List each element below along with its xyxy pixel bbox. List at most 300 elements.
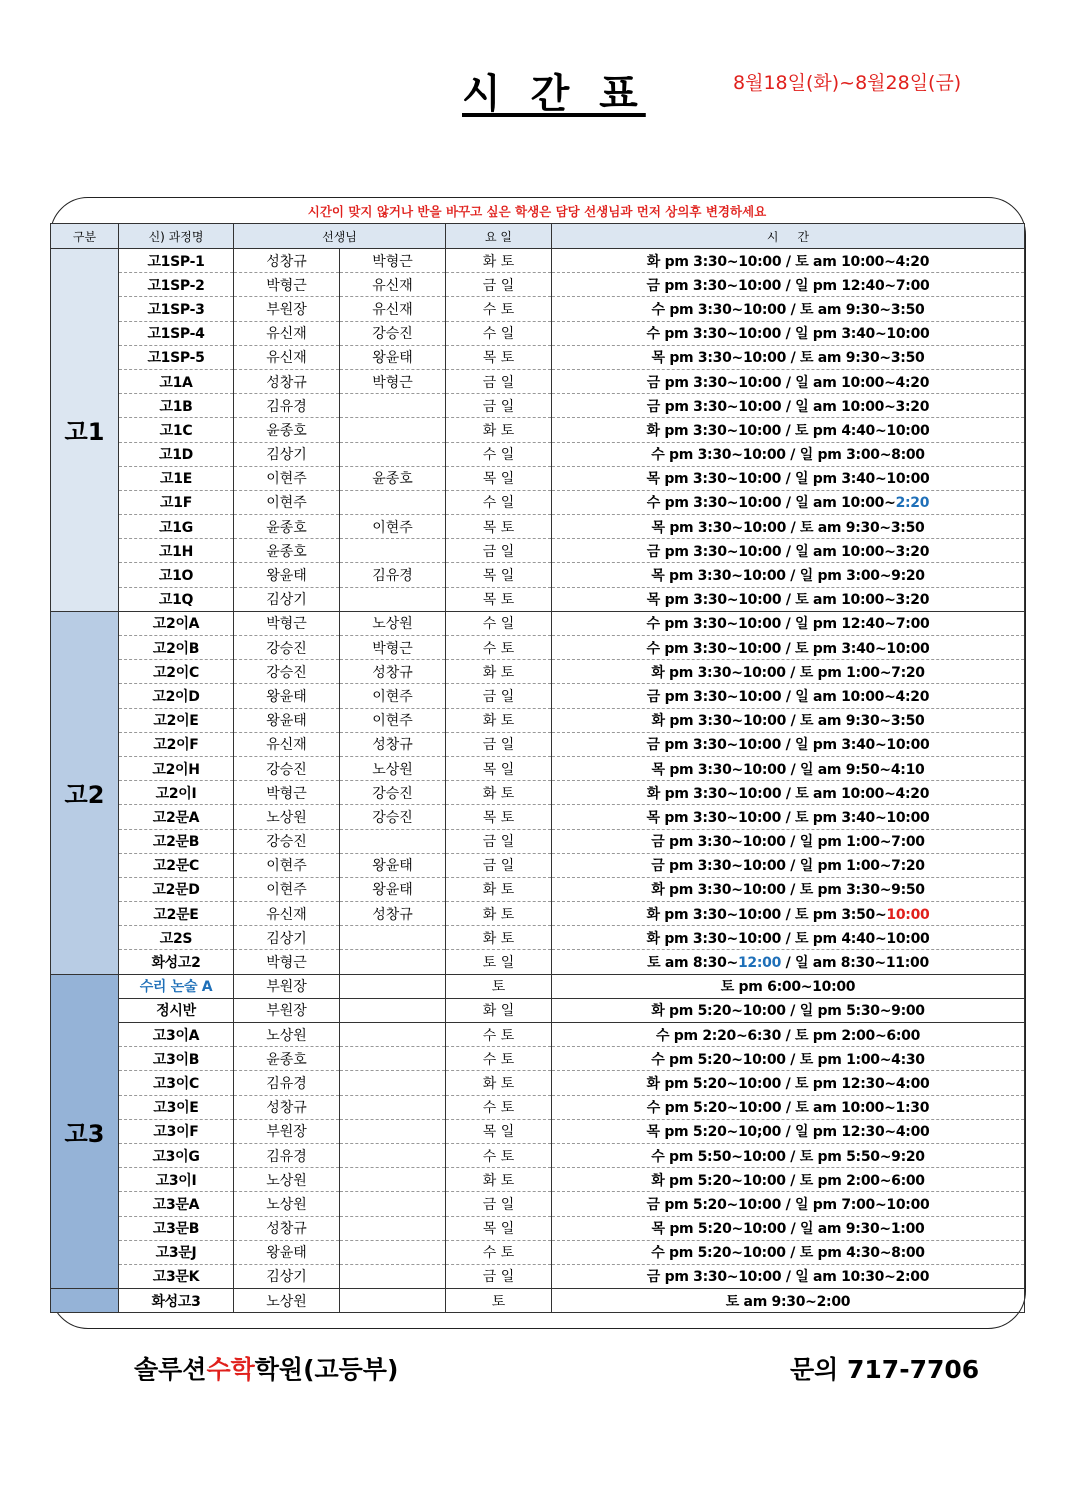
teacher-2-cell bbox=[340, 998, 446, 1022]
table-header-row bbox=[51, 224, 1025, 249]
time-text: 수 pm 3:30~10:00 / 토 pm 3:40~10:00 bbox=[646, 640, 930, 657]
course-cell: 고3이A bbox=[119, 1023, 234, 1047]
teacher-2-cell bbox=[340, 829, 446, 853]
time-highlight: 10:00 bbox=[886, 906, 930, 923]
course-cell: 고1E bbox=[119, 466, 234, 490]
days-cell: 화 토 bbox=[446, 660, 552, 684]
teacher-1-cell: 유신재 bbox=[234, 321, 340, 345]
teacher-1-cell: 노상원 bbox=[234, 805, 340, 829]
time-cell bbox=[552, 587, 1025, 611]
teacher-1-cell: 김유경 bbox=[234, 394, 340, 418]
time-cell bbox=[552, 249, 1025, 273]
course-cell: 고2이C bbox=[119, 660, 234, 684]
time-cell bbox=[552, 708, 1025, 732]
course-cell: 고1Q bbox=[119, 587, 234, 611]
course-cell: 고2이E bbox=[119, 708, 234, 732]
teacher-2-cell: 성창규 bbox=[340, 902, 446, 926]
time-text: 화 pm 3:30~10:00 / 토 pm 1:00~7:20 bbox=[651, 664, 925, 681]
time-cell: 토 am 9:30~2:00 bbox=[552, 1289, 1025, 1313]
teacher-1-cell: 강승진 bbox=[234, 829, 340, 853]
teacher-1-cell: 성창규 bbox=[234, 369, 340, 393]
days-cell: 수 일 bbox=[446, 442, 552, 466]
time-text: 화 pm 5:20~10:00 / 일 pm 5:30~9:00 bbox=[651, 1003, 925, 1020]
time-cell bbox=[552, 297, 1025, 321]
days-cell: 목 토 bbox=[446, 515, 552, 539]
teacher-2-cell bbox=[340, 1119, 446, 1143]
time-cell bbox=[552, 1143, 1025, 1167]
table-row bbox=[51, 1071, 1025, 1095]
time-cell bbox=[552, 1192, 1025, 1216]
course-cell: 고2문D bbox=[119, 877, 234, 901]
table-row bbox=[51, 1119, 1025, 1143]
time-text: 화 pm 3:30~10:00 / 토 pm 4:40~10:00 bbox=[646, 930, 930, 947]
table-row bbox=[51, 539, 1025, 563]
time-cell bbox=[552, 926, 1025, 950]
time-text: 목 pm 3:30~10:00 / 토 am 10:00~3:20 bbox=[646, 592, 930, 609]
time-cell bbox=[552, 660, 1025, 684]
days-cell: 목 토 bbox=[446, 587, 552, 611]
time-cell bbox=[552, 950, 1025, 974]
time-text: 토 am 8:30~ bbox=[647, 955, 738, 972]
time-text: 수 pm 2:20~6:30 / 토 pm 2:00~6:00 bbox=[655, 1027, 921, 1044]
teacher-1-cell: 이현주 bbox=[234, 853, 340, 877]
days-cell: 화 토 bbox=[446, 1071, 552, 1095]
table-row bbox=[51, 1047, 1025, 1071]
time-text: 금 pm 3:30~10:00 / 일 am 10:00~3:20 bbox=[646, 543, 930, 560]
table-row bbox=[51, 1240, 1025, 1264]
teacher-2-cell bbox=[340, 442, 446, 466]
course-cell: 고3문K bbox=[119, 1264, 234, 1288]
time-text: 목 pm 5:20~10:00 / 일 am 9:30~1:00 bbox=[651, 1221, 925, 1238]
time-highlight: 12:00 bbox=[737, 955, 782, 972]
course-cell: 고2이D bbox=[119, 684, 234, 708]
teacher-2-cell bbox=[340, 1168, 446, 1192]
teacher-1-cell: 윤종호 bbox=[234, 515, 340, 539]
table-row bbox=[51, 1216, 1025, 1240]
table-row bbox=[51, 756, 1025, 780]
time-cell bbox=[552, 829, 1025, 853]
days-cell: 금 일 bbox=[446, 829, 552, 853]
time-cell bbox=[552, 998, 1025, 1022]
time-cell bbox=[552, 611, 1025, 635]
teacher-1-cell: 박형근 bbox=[234, 273, 340, 297]
time-cell bbox=[552, 756, 1025, 780]
course-cell: 고1D bbox=[119, 442, 234, 466]
teacher-2-cell bbox=[340, 1143, 446, 1167]
days-cell: 금 일 bbox=[446, 853, 552, 877]
time-text: 수 pm 5:20~10:00 / 토 am 10:00~1:30 bbox=[646, 1100, 930, 1117]
course-cell: 고2이A bbox=[119, 611, 234, 635]
time-text: 금 pm 3:30~10:00 / 일 am 10:00~4:20 bbox=[646, 688, 930, 705]
days-cell: 화 토 bbox=[446, 249, 552, 273]
teacher-2-cell bbox=[340, 539, 446, 563]
teacher-2-cell: 박형근 bbox=[340, 636, 446, 660]
time-text: 화 pm 3:30~10:00 / 토 pm 3:50~ bbox=[646, 906, 887, 923]
course-cell: 화성고2 bbox=[119, 950, 234, 974]
days-cell: 금 일 bbox=[446, 273, 552, 297]
time-text: 목 pm 3:30~10:00 / 일 pm 3:00~9:20 bbox=[651, 568, 925, 585]
teacher-1-cell: 유신재 bbox=[234, 902, 340, 926]
time-text: 수 pm 3:30~10:00 / 일 pm 3:00~8:00 bbox=[651, 447, 925, 464]
time-cell bbox=[552, 321, 1025, 345]
col-teacher: 선생님 bbox=[234, 224, 446, 249]
course-cell: 고1H bbox=[119, 539, 234, 563]
contact-phone: 문의 717-7706 bbox=[790, 1355, 980, 1384]
teacher-2-cell: 유신재 bbox=[340, 273, 446, 297]
time-text: 수 pm 3:30~10:00 / 일 am 10:00~ bbox=[646, 495, 896, 512]
teacher-2-cell: 강승진 bbox=[340, 321, 446, 345]
time-text: 수 pm 5:20~10:00 / 토 pm 1:00~4:30 bbox=[651, 1051, 925, 1068]
teacher-2-cell: 유신재 bbox=[340, 297, 446, 321]
time-text: 수 pm 5:20~10:00 / 토 pm 4:30~8:00 bbox=[651, 1245, 925, 1262]
course-cell: 고1B bbox=[119, 394, 234, 418]
teacher-1-cell: 김유경 bbox=[234, 1071, 340, 1095]
course-cell: 고1SP-2 bbox=[119, 273, 234, 297]
table-row bbox=[51, 249, 1025, 273]
table-row bbox=[51, 950, 1025, 974]
course-cell: 고3문A bbox=[119, 1192, 234, 1216]
teacher-1-cell: 윤종호 bbox=[234, 539, 340, 563]
course-cell: 고2이H bbox=[119, 756, 234, 780]
teacher-2-cell: 노상원 bbox=[340, 611, 446, 635]
time-text: 화 pm 5:20~10:00 / 토 pm 12:30~4:00 bbox=[646, 1075, 930, 1092]
group-label: 고1 bbox=[51, 249, 119, 612]
course-cell: 고3이E bbox=[119, 1095, 234, 1119]
teacher-1-cell: 부원장 bbox=[234, 297, 340, 321]
teacher-1-cell: 강승진 bbox=[234, 636, 340, 660]
time-cell bbox=[552, 853, 1025, 877]
days-cell: 화 토 bbox=[446, 902, 552, 926]
table-row bbox=[51, 345, 1025, 369]
teacher-1-cell: 왕윤태 bbox=[234, 1240, 340, 1264]
time-cell bbox=[552, 563, 1025, 587]
teacher-1-cell: 윤종호 bbox=[234, 418, 340, 442]
teacher-2-cell: 박형근 bbox=[340, 249, 446, 273]
days-cell: 수 토 bbox=[446, 297, 552, 321]
time-text: 목 pm 3:30~10:00 / 일 pm 3:40~10:00 bbox=[646, 471, 930, 488]
time-text: 목 pm 3:30~10:00 / 토 am 9:30~3:50 bbox=[651, 350, 925, 367]
time-text: 금 pm 3:30~10:00 / 일 pm 3:40~10:00 bbox=[646, 737, 930, 754]
time-cell bbox=[552, 636, 1025, 660]
table-row bbox=[51, 587, 1025, 611]
teacher-2-cell bbox=[340, 1264, 446, 1288]
teacher-2-cell bbox=[340, 490, 446, 514]
teacher-1-cell: 성창규 bbox=[234, 249, 340, 273]
days-cell: 수 일 bbox=[446, 321, 552, 345]
table-row bbox=[51, 636, 1025, 660]
table-row bbox=[51, 1192, 1025, 1216]
table-row bbox=[51, 442, 1025, 466]
time-cell bbox=[552, 539, 1025, 563]
teacher-1-cell: 노상원 bbox=[234, 1192, 340, 1216]
course-cell: 고2S bbox=[119, 926, 234, 950]
time-cell bbox=[552, 732, 1025, 756]
course-cell: 고2문A bbox=[119, 805, 234, 829]
teacher-2-cell: 강승진 bbox=[340, 781, 446, 805]
time-text: 화 pm 3:30~10:00 / 토 pm 4:40~10:00 bbox=[646, 422, 930, 439]
days-cell: 금 일 bbox=[446, 684, 552, 708]
teacher-1-cell: 김유경 bbox=[234, 1143, 340, 1167]
time-cell bbox=[552, 684, 1025, 708]
course-cell: 고3이C bbox=[119, 1071, 234, 1095]
time-text: 화 pm 3:30~10:00 / 토 am 9:30~3:50 bbox=[651, 713, 925, 730]
teacher-1-cell: 이현주 bbox=[234, 466, 340, 490]
col-course: 신) 과정명 bbox=[119, 224, 234, 249]
time-text: 금 pm 3:30~10:00 / 일 pm 12:40~7:00 bbox=[646, 277, 930, 294]
teacher-2-cell bbox=[340, 1289, 446, 1313]
teacher-2-cell bbox=[340, 974, 446, 998]
time-text: 토 pm 6:00~10:00 bbox=[720, 979, 856, 996]
days-cell: 화 토 bbox=[446, 781, 552, 805]
table-row bbox=[51, 1023, 1025, 1047]
time-text: 금 pm 3:30~10:00 / 일 am 10:00~3:20 bbox=[646, 398, 930, 415]
teacher-2-cell bbox=[340, 1240, 446, 1264]
teacher-1-cell: 노상원 bbox=[234, 1168, 340, 1192]
course-cell: 고1SP-3 bbox=[119, 297, 234, 321]
teacher-1-cell: 부원장 bbox=[234, 974, 340, 998]
days-cell: 수 토 bbox=[446, 1143, 552, 1167]
days-cell: 금 일 bbox=[446, 539, 552, 563]
time-cell bbox=[552, 781, 1025, 805]
teacher-1-cell: 유신재 bbox=[234, 732, 340, 756]
teacher-1-cell: 강승진 bbox=[234, 756, 340, 780]
date-range: 8월18일(화)~8월28일(금) bbox=[733, 72, 962, 94]
page-title: 시 간 표 bbox=[462, 71, 646, 117]
course-cell: 화성고3 bbox=[119, 1289, 234, 1313]
teacher-1-cell: 박형근 bbox=[234, 781, 340, 805]
teacher-2-cell: 왕윤태 bbox=[340, 853, 446, 877]
teacher-1-cell: 박형근 bbox=[234, 950, 340, 974]
table-row bbox=[51, 853, 1025, 877]
time-text: 화 pm 3:30~10:00 / 토 am 10:00~4:20 bbox=[646, 785, 930, 802]
teacher-2-cell bbox=[340, 950, 446, 974]
time-cell bbox=[552, 1047, 1025, 1071]
days-cell: 목 일 bbox=[446, 563, 552, 587]
time-cell bbox=[552, 805, 1025, 829]
table-row bbox=[51, 466, 1025, 490]
table-row bbox=[51, 708, 1025, 732]
days-cell: 수 일 bbox=[446, 490, 552, 514]
time-highlight: 2:20 bbox=[895, 495, 930, 512]
course-cell: 고2이I bbox=[119, 781, 234, 805]
table-row bbox=[51, 926, 1025, 950]
time-text: 화 pm 3:30~10:00 / 토 pm 3:30~9:50 bbox=[651, 882, 925, 899]
teacher-1-cell: 박형근 bbox=[234, 611, 340, 635]
days-cell: 수 일 bbox=[446, 611, 552, 635]
table-row bbox=[51, 902, 1025, 926]
teacher-2-cell bbox=[340, 1023, 446, 1047]
teacher-2-cell: 강승진 bbox=[340, 805, 446, 829]
time-text: 금 pm 3:30~10:00 / 일 am 10:00~4:20 bbox=[646, 374, 930, 391]
course-cell: 고2문E bbox=[119, 902, 234, 926]
days-cell: 금 일 bbox=[446, 1264, 552, 1288]
time-cell bbox=[552, 273, 1025, 297]
teacher-1-cell: 김상기 bbox=[234, 926, 340, 950]
time-text: 목 pm 3:30~10:00 / 토 pm 3:40~10:00 bbox=[646, 809, 930, 826]
days-cell: 금 일 bbox=[446, 732, 552, 756]
time-text: 화 pm 3:30~10:00 / 토 am 10:00~4:20 bbox=[646, 253, 930, 270]
teacher-1-cell: 왕윤태 bbox=[234, 708, 340, 732]
course-cell: 고1A bbox=[119, 369, 234, 393]
teacher-1-cell: 김상기 bbox=[234, 1264, 340, 1288]
group-label-empty bbox=[51, 1289, 119, 1313]
teacher-1-cell: 부원장 bbox=[234, 998, 340, 1022]
table-row bbox=[51, 490, 1025, 514]
days-cell: 수 토 bbox=[446, 1240, 552, 1264]
days-cell: 목 일 bbox=[446, 1119, 552, 1143]
table-row bbox=[51, 1095, 1025, 1119]
academy-name-highlight: 수학 bbox=[206, 1355, 255, 1384]
notice-text: 시간이 맞지 않거나 반을 바꾸고 싶은 학생은 담당 선생님과 먼저 상의후 변경하세요 bbox=[307, 204, 767, 219]
days-cell: 목 일 bbox=[446, 466, 552, 490]
days-cell: 화 토 bbox=[446, 418, 552, 442]
time-cell bbox=[552, 369, 1025, 393]
time-cell bbox=[552, 418, 1025, 442]
course-cell: 수리 논술 A bbox=[119, 974, 234, 998]
days-cell: 화 토 bbox=[446, 877, 552, 901]
table-row bbox=[51, 515, 1025, 539]
teacher-1-cell: 왕윤태 bbox=[234, 684, 340, 708]
teacher-2-cell bbox=[340, 587, 446, 611]
teacher-2-cell bbox=[340, 1095, 446, 1119]
time-cell bbox=[552, 1216, 1025, 1240]
table-row bbox=[51, 297, 1025, 321]
table-row bbox=[51, 732, 1025, 756]
teacher-2-cell: 성창규 bbox=[340, 732, 446, 756]
days-cell: 목 일 bbox=[446, 756, 552, 780]
course-cell: 고2이B bbox=[119, 636, 234, 660]
time-text: 수 pm 3:30~10:00 / 일 pm 12:40~7:00 bbox=[646, 616, 930, 633]
course-cell: 고1F bbox=[119, 490, 234, 514]
table-row bbox=[51, 998, 1025, 1022]
days-cell: 목 토 bbox=[446, 345, 552, 369]
time-text: 목 pm 3:30~10:00 / 토 am 9:30~3:50 bbox=[651, 519, 925, 536]
table-row bbox=[51, 829, 1025, 853]
course-cell: 고3문B bbox=[119, 1216, 234, 1240]
table-row bbox=[51, 273, 1025, 297]
course-cell: 고1SP-1 bbox=[119, 249, 234, 273]
table-row bbox=[51, 660, 1025, 684]
course-cell: 고1SP-5 bbox=[119, 345, 234, 369]
teacher-2-cell: 노상원 bbox=[340, 756, 446, 780]
teacher-1-cell: 김상기 bbox=[234, 442, 340, 466]
days-cell: 화 토 bbox=[446, 1168, 552, 1192]
table-row bbox=[51, 877, 1025, 901]
time-cell bbox=[552, 974, 1025, 998]
col-time: 시 간 bbox=[552, 224, 1025, 249]
table-row bbox=[51, 974, 1025, 998]
teacher-2-cell: 윤종호 bbox=[340, 466, 446, 490]
days-cell: 금 일 bbox=[446, 369, 552, 393]
teacher-2-cell: 이현주 bbox=[340, 708, 446, 732]
time-cell bbox=[552, 394, 1025, 418]
days-cell: 수 토 bbox=[446, 1047, 552, 1071]
table-row bbox=[51, 684, 1025, 708]
time-text: 목 pm 3:30~10:00 / 일 am 9:50~4:10 bbox=[651, 761, 925, 778]
time-text: 금 pm 3:30~10:00 / 일 am 10:30~2:00 bbox=[646, 1269, 930, 1286]
table-row bbox=[51, 369, 1025, 393]
table-row bbox=[51, 418, 1025, 442]
academy-name-pre: 솔루션 bbox=[134, 1355, 207, 1384]
teacher-2-cell bbox=[340, 418, 446, 442]
table-row bbox=[51, 321, 1025, 345]
teacher-1-cell: 강승진 bbox=[234, 660, 340, 684]
table-row bbox=[51, 611, 1025, 635]
days-cell: 화 일 bbox=[446, 998, 552, 1022]
time-text: 수 pm 5:50~10:00 / 토 pm 5:50~9:20 bbox=[651, 1148, 925, 1165]
teacher-2-cell bbox=[340, 1047, 446, 1071]
teacher-2-cell: 왕윤태 bbox=[340, 877, 446, 901]
time-cell bbox=[552, 515, 1025, 539]
time-cell bbox=[552, 442, 1025, 466]
time-text: 수 pm 3:30~10:00 / 일 pm 3:40~10:00 bbox=[646, 326, 930, 343]
group-label: 고2 bbox=[51, 611, 119, 974]
table-row bbox=[51, 781, 1025, 805]
time-cell bbox=[552, 1095, 1025, 1119]
course-cell: 고3이B bbox=[119, 1047, 234, 1071]
time-cell bbox=[552, 902, 1025, 926]
time-cell bbox=[552, 345, 1025, 369]
days-cell: 수 토 bbox=[446, 1023, 552, 1047]
table-row bbox=[51, 1168, 1025, 1192]
col-days: 요 일 bbox=[446, 224, 552, 249]
teacher-2-cell: 이현주 bbox=[340, 515, 446, 539]
teacher-1-cell: 왕윤태 bbox=[234, 563, 340, 587]
teacher-2-cell bbox=[340, 1071, 446, 1095]
teacher-1-cell: 이현주 bbox=[234, 877, 340, 901]
teacher-2-cell: 이현주 bbox=[340, 684, 446, 708]
teacher-1-cell: 유신재 bbox=[234, 345, 340, 369]
days-cell: 수 토 bbox=[446, 636, 552, 660]
course-cell: 정시반 bbox=[119, 998, 234, 1022]
days-cell: 화 토 bbox=[446, 708, 552, 732]
days-cell: 토 bbox=[446, 1289, 552, 1313]
course-cell: 고1G bbox=[119, 515, 234, 539]
time-tail: / 일 am 8:30~11:00 bbox=[781, 955, 929, 972]
schedule-table bbox=[50, 223, 1025, 1313]
days-cell: 토 일 bbox=[446, 950, 552, 974]
teacher-2-cell bbox=[340, 1216, 446, 1240]
days-cell: 목 일 bbox=[446, 1216, 552, 1240]
course-cell: 고2이F bbox=[119, 732, 234, 756]
schedule-body bbox=[51, 249, 1025, 1313]
days-cell: 금 일 bbox=[446, 1192, 552, 1216]
days-cell: 금 일 bbox=[446, 394, 552, 418]
days-cell: 화 토 bbox=[446, 926, 552, 950]
course-cell: 고1C bbox=[119, 418, 234, 442]
time-text: 금 pm 3:30~10:00 / 일 pm 1:00~7:20 bbox=[651, 858, 925, 875]
teacher-2-cell: 박형근 bbox=[340, 369, 446, 393]
time-cell bbox=[552, 877, 1025, 901]
academy-name bbox=[134, 1350, 398, 1386]
teacher-2-cell: 성창규 bbox=[340, 660, 446, 684]
time-cell bbox=[552, 1240, 1025, 1264]
course-cell: 고2문C bbox=[119, 853, 234, 877]
course-cell: 고1O bbox=[119, 563, 234, 587]
teacher-1-cell: 노상원 bbox=[234, 1023, 340, 1047]
time-cell bbox=[552, 490, 1025, 514]
teacher-1-cell: 김상기 bbox=[234, 587, 340, 611]
academy-name-post: 학원(고등부) bbox=[254, 1355, 399, 1384]
time-cell bbox=[552, 466, 1025, 490]
group-label: 고3 bbox=[51, 974, 119, 1288]
course-cell: 고2문B bbox=[119, 829, 234, 853]
course-cell: 고1SP-4 bbox=[119, 321, 234, 345]
days-cell: 수 토 bbox=[446, 1095, 552, 1119]
table-row bbox=[51, 1264, 1025, 1288]
course-cell: 고3문J bbox=[119, 1240, 234, 1264]
teacher-1-cell: 노상원 bbox=[234, 1289, 340, 1313]
